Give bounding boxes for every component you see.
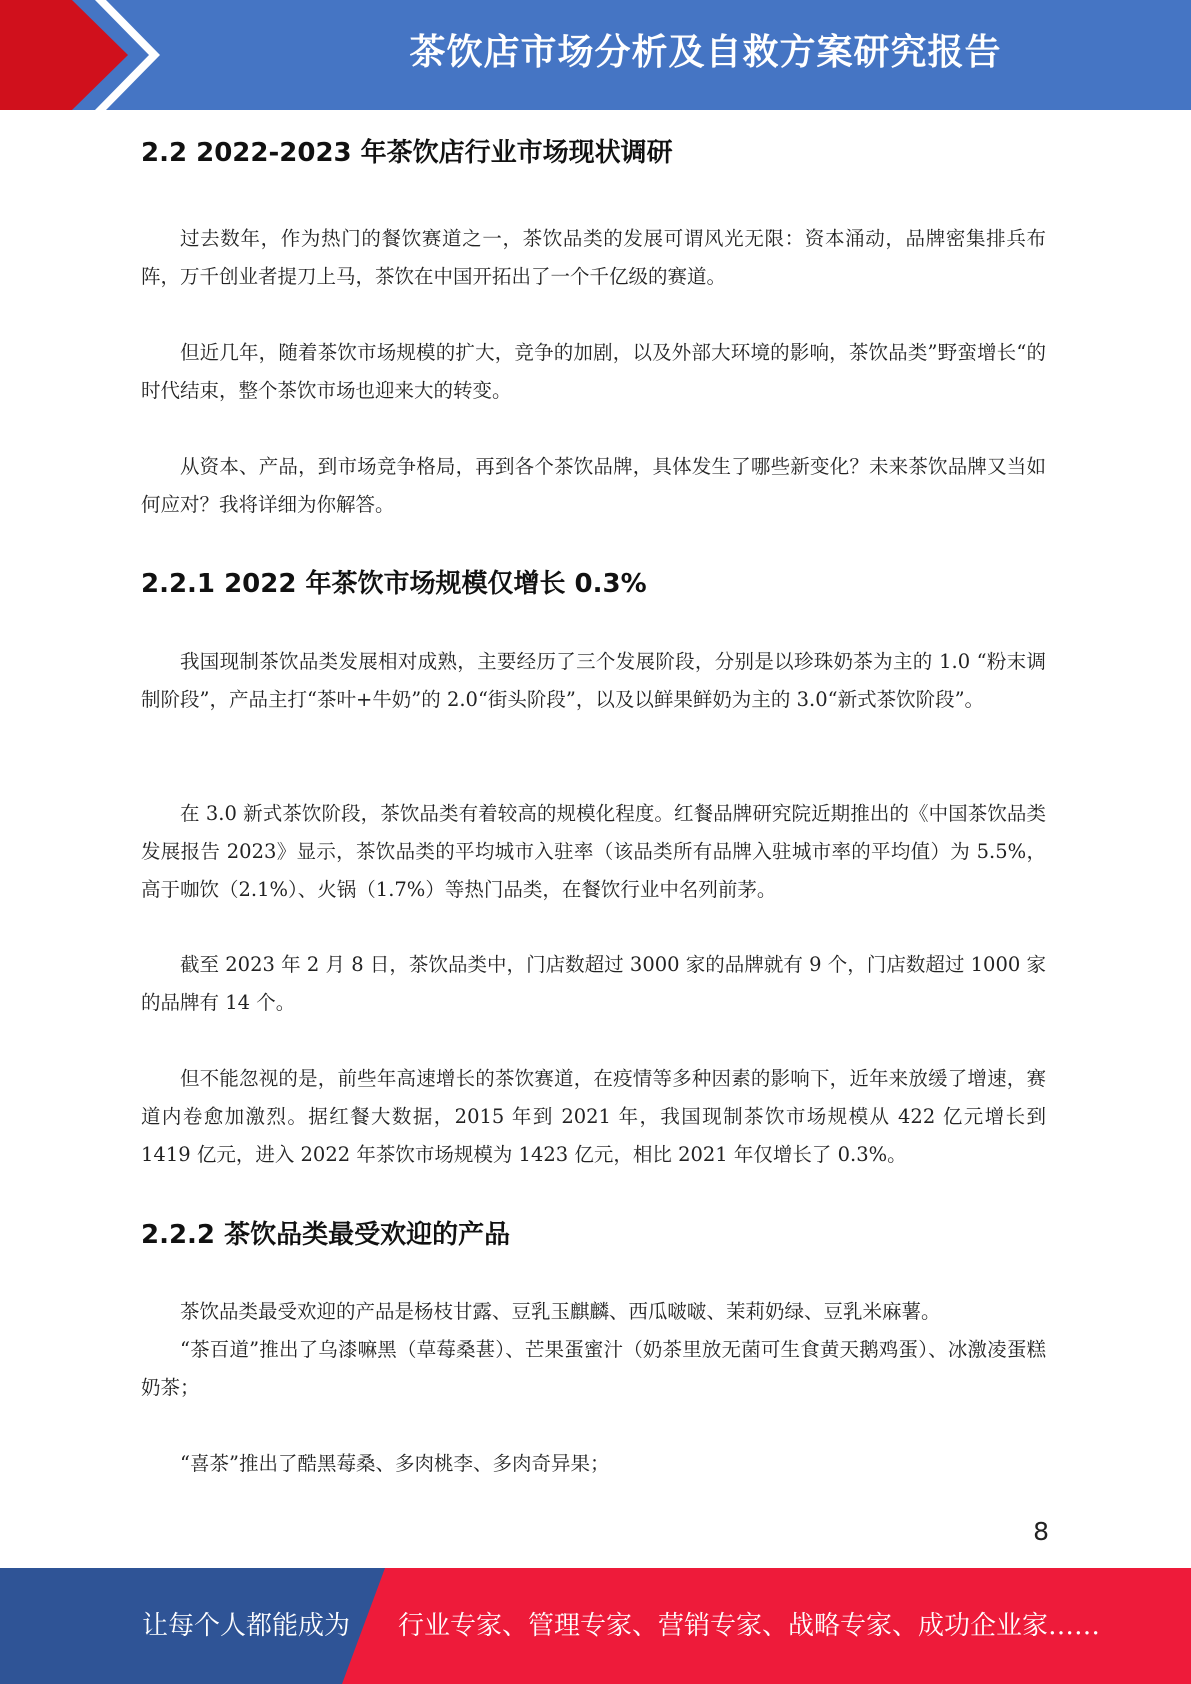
section-2-2-1-paragraph-3: 截至 2023 年 2 月 8 日，茶饮品类中，门店数超过 3000 家的品牌就有 9 个，门店数超过 1000 家的品牌有 14 个。 [141,953,1046,1014]
section-2-2-2-paragraph-2: “茶百道”推出了乌漆嘛黑（草莓桑葚）、芒果蛋蜜汁（奶茶里放无菌可生食黄天鹅鸡蛋）、冰激凌蛋糕奶茶； [141,1338,1046,1399]
footer-slogan-lead: 让每个人都能成为 [142,1611,351,1641]
section-2-2-1-paragraph-1: 我国现制茶饮品类发展相对成熟，主要经历了三个发展阶段，分别是以珍珠奶茶为主的 1.0 “粉末调制阶段”，产品主打“茶叶+牛奶”的 2.0“街头阶段”，以及以鲜果鲜奶为主的 3.0“新式茶饮阶段”。 [141,650,1046,711]
section-2-2-2-paragraph-3: “喜茶”推出了酷黑莓桑、多肉桃李、多肉奇异果； [180,1452,610,1475]
page-header-banner [0,0,1191,110]
section-2-2-1-heading: 2.2.1 2022 年茶饮市场规模仅增长 0.3% [141,569,647,599]
page-number: 8 [1033,1517,1049,1546]
section-2-2-1-paragraph-2: 在 3.0 新式茶饮阶段，茶饮品类有着较高的规模化程度。红餐品牌研究院近期推出的《中国茶饮品类发展报告 2023》显示，茶饮品类的平均城市入驻率（该品类所有品牌入驻城市率的平均值）为 5.5%，高于咖饮（2.1%）、火锅（1.7%）等热门品类，在餐饮行业中名列前茅。 [141,802,1046,901]
footer-slogan-roles: 行业专家、管理专家、营销专家、战略专家、成功企业家…… [398,1611,1101,1641]
section-2-2-2-paragraph-1: 茶饮品类最受欢迎的产品是杨枝甘露、豆乳玉麒麟、西瓜啵啵、茉莉奶绿、豆乳米麻薯。 [180,1300,941,1323]
section-2-2-2-heading: 2.2.2 茶饮品类最受欢迎的产品 [141,1220,511,1250]
section-2-2-paragraph-1: 过去数年，作为热门的餐饮赛道之一，茶饮品类的发展可谓风光无限：资本涌动，品牌密集排兵布阵，万千创业者提刀上马，茶饮在中国开拓出了一个千亿级的赛道。 [141,227,1046,288]
report-title: 茶饮店市场分析及自救方案研究报告 [409,32,1002,73]
page-footer-banner [0,1568,1191,1684]
section-2-2-1-paragraph-4: 但不能忽视的是，前些年高速增长的茶饮赛道，在疫情等多种因素的影响下，近年来放缓了增速，赛道内卷愈加激烈。据红餐大数据，2015 年到 2021 年，我国现制茶饮市场规模从 422 亿元增长到 1419 亿元，进入 2022 年茶饮市场规模为 1423 亿元，相比 2021 年仅增长了 0.3%。 [141,1067,1046,1166]
section-2-2-paragraph-2: 但近几年，随着茶饮市场规模的扩大，竞争的加剧，以及外部大环境的影响，茶饮品类”野蛮增长“的时代结束，整个茶饮市场也迎来大的转变。 [141,341,1046,402]
section-2-2-heading: 2.2 2022-2023 年茶饮店行业市场现状调研 [141,138,673,168]
section-2-2-paragraph-3: 从资本、产品，到市场竞争格局，再到各个茶饮品牌，具体发生了哪些新变化？未来茶饮品牌又当如何应对？我将详细为你解答。 [141,455,1046,516]
